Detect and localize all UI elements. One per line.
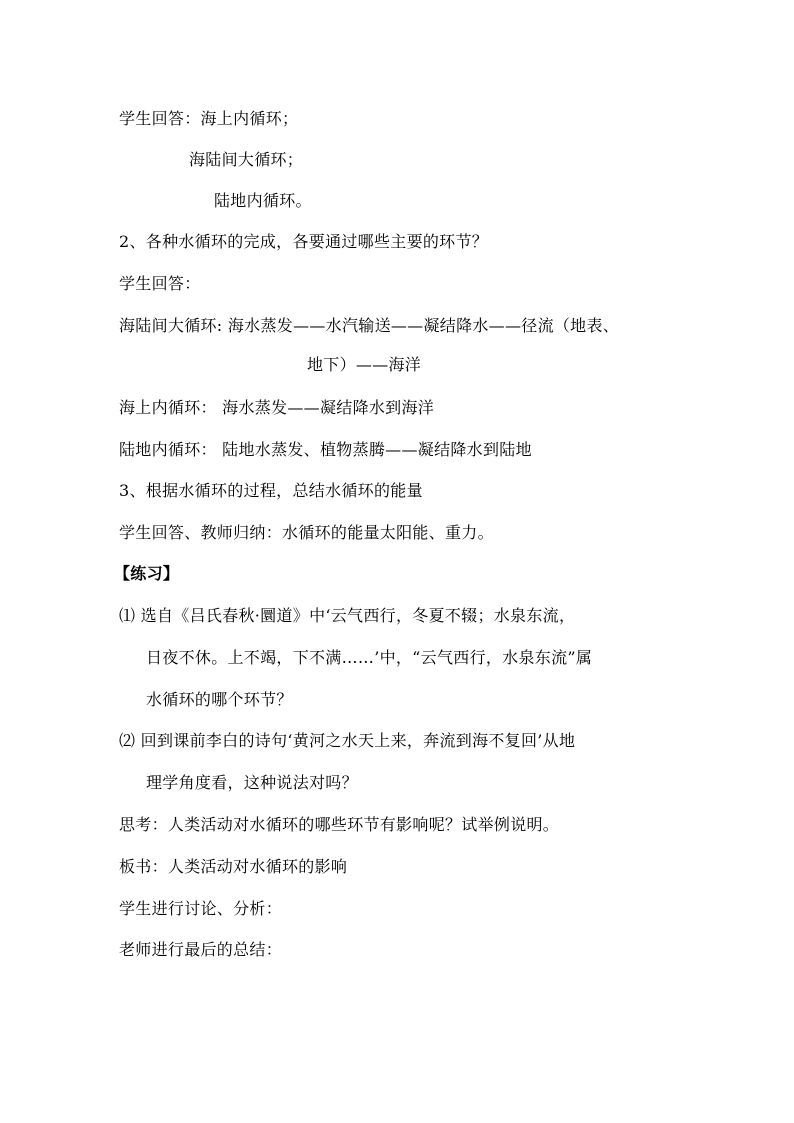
exercise-heading: 【练习】 xyxy=(114,564,180,583)
student-answer-label: 学生回答：海上内循环； xyxy=(119,109,299,128)
exercise-1-line-3: 水循环的哪个环节？ xyxy=(146,690,293,709)
student-discussion: 学生进行讨论、分析： xyxy=(119,899,283,918)
land-sea-cycle-steps: 海陆间大循环: 海水蒸发——水汽输送——凝结降水——径流（地表、 xyxy=(119,316,620,335)
exercise-1-line-1: ⑴ 选自《吕氏春秋·圜道》中‘云气西行，冬夏不辍；水泉东流， xyxy=(119,606,576,625)
answer-land-sea-cycle: 海陆间大循环； xyxy=(189,150,304,169)
exercise-2-line-1: ⑵ 回到课前李白的诗句‘黄河之水天上来，奔流到海不复回’从地 xyxy=(119,731,576,750)
land-cycle-steps: 陆地内循环： 陆地水蒸发、植物蒸腾——凝结降水到陆地 xyxy=(119,440,532,459)
board-note: 板书：人类活动对水循环的影响 xyxy=(119,857,348,876)
student-answer-label-2: 学生回答： xyxy=(119,274,201,293)
question-2: 2、各种水循环的完成，各要通过哪些主要的环节？ xyxy=(119,232,489,251)
sea-cycle-steps: 海上内循环： 海水蒸发——凝结降水到海洋 xyxy=(119,398,435,417)
question-3: 3、根据水循环的过程，总结水循环的能量 xyxy=(119,481,423,500)
answer-land-cycle: 陆地内循环。 xyxy=(214,191,312,210)
exercise-2-line-2: 理学角度看，这种说法对吗？ xyxy=(146,773,358,792)
land-sea-cycle-steps-continued: 地下）——海洋 xyxy=(307,355,422,374)
exercise-1-line-2: 日夜不休。上不竭，下不满……’中，“云气西行，水泉东流”属 xyxy=(146,648,593,667)
teacher-summary: 老师进行最后的总结： xyxy=(119,940,283,959)
energy-summary: 学生回答、教师归纳：水循环的能量太阳能、重力。 xyxy=(119,523,494,542)
thinking-question: 思考：人类活动对水循环的哪些环节有影响呢？试举例说明。 xyxy=(119,815,560,834)
